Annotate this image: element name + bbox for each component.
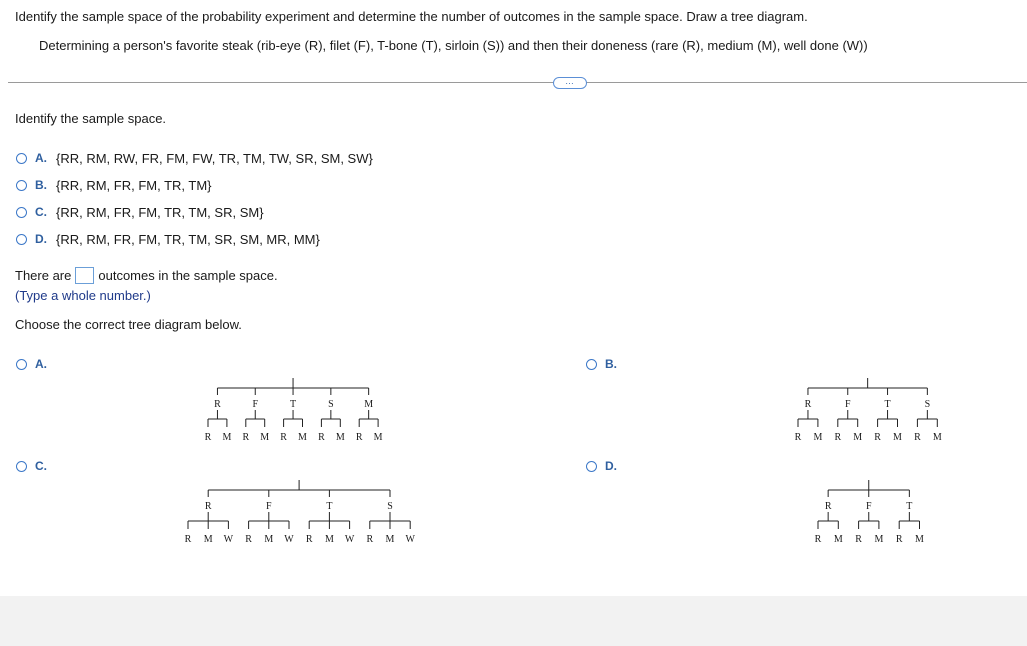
- leaf-label: M: [335, 432, 345, 443]
- sample-space-option-c[interactable]: [16, 204, 264, 220]
- leaf-label: R: [204, 432, 212, 443]
- leaf-label: M: [915, 534, 924, 545]
- first-level-label: T: [906, 501, 913, 512]
- leaf-label: R: [914, 432, 921, 443]
- leaf-label: R: [305, 534, 313, 545]
- more-options-button[interactable]: …: [553, 77, 587, 89]
- radio-icon[interactable]: [586, 359, 597, 370]
- first-level-label: S: [387, 501, 393, 512]
- leaf-label: M: [324, 534, 334, 545]
- leaf-label: M: [260, 432, 270, 443]
- first-level-label: T: [884, 399, 891, 410]
- first-level-label: F: [252, 399, 259, 410]
- tree-option-c[interactable]: [16, 458, 56, 474]
- leaf-label: M: [813, 432, 823, 443]
- first-level-label: R: [204, 501, 212, 512]
- leaf-label: W: [405, 534, 415, 545]
- option-letter: A.: [35, 357, 47, 371]
- leaf-label: R: [280, 432, 287, 443]
- leaf-label: R: [366, 534, 374, 545]
- sample-space-option-d[interactable]: [16, 231, 320, 247]
- tree-prompt: Choose the correct tree diagram below.: [15, 317, 242, 332]
- first-level-label: R: [804, 399, 812, 410]
- leaf-label: M: [853, 432, 863, 443]
- first-level-label: S: [924, 399, 931, 410]
- sample-space-option-b[interactable]: [16, 177, 212, 193]
- leaf-label: M: [298, 432, 307, 443]
- tree-diagram-a: [200, 374, 410, 450]
- first-level-label: T: [289, 399, 297, 410]
- first-level-label: F: [865, 501, 872, 512]
- first-level-label: S: [328, 399, 334, 410]
- first-level-label: T: [326, 501, 333, 512]
- option-letter: C.: [35, 459, 47, 473]
- first-level-label: R: [214, 399, 221, 410]
- option-text: {RR, RM, RW, FR, FM, FW, TR, TM, TW, SR, SM, SW}: [56, 150, 373, 166]
- leaf-label: R: [855, 534, 862, 545]
- tree-option-d[interactable]: [586, 458, 626, 474]
- first-level-label: R: [824, 501, 832, 512]
- leaf-label: R: [874, 432, 881, 443]
- leaf-label: M: [385, 534, 395, 545]
- leaf-label: M: [222, 432, 232, 443]
- leaf-label: M: [264, 534, 274, 545]
- leaf-label: R: [318, 432, 325, 443]
- radio-icon[interactable]: [16, 153, 27, 164]
- first-level-label: M: [364, 399, 374, 410]
- tree-option-b[interactable]: [586, 356, 626, 372]
- option-letter: A.: [35, 151, 47, 165]
- radio-icon[interactable]: [16, 461, 27, 472]
- question-subtitle: Determining a person's favorite steak (rib-eye (R), filet (F), T-bone (T), sirloin (S)) and then their doneness (rare (R), medium (M), well done (W)): [39, 38, 868, 53]
- option-letter: D.: [605, 459, 617, 473]
- outcomes-line: [15, 267, 278, 284]
- radio-icon[interactable]: [16, 359, 27, 370]
- leaf-label: M: [893, 432, 902, 443]
- leaf-label: W: [344, 534, 355, 545]
- outcomes-answer-input[interactable]: [75, 267, 94, 284]
- outcomes-prefix: There are: [15, 268, 72, 283]
- tree-option-a[interactable]: [16, 356, 56, 372]
- leaf-label: M: [833, 534, 843, 545]
- option-text: {RR, RM, FR, FM, TR, TM, SR, SM, MR, MM}: [56, 231, 320, 247]
- leaf-label: R: [355, 432, 363, 443]
- radio-icon[interactable]: [586, 461, 597, 472]
- first-level-label: F: [266, 501, 272, 512]
- radio-icon[interactable]: [16, 234, 27, 245]
- sample-space-option-a[interactable]: [16, 150, 373, 166]
- option-letter: C.: [35, 205, 47, 219]
- footer-bar: [0, 596, 1027, 646]
- tree-diagram-c: [180, 476, 425, 552]
- tree-diagram-b: [790, 374, 955, 450]
- divider: [8, 82, 1027, 83]
- leaf-label: R: [245, 534, 252, 545]
- leaf-label: M: [373, 432, 383, 443]
- radio-icon[interactable]: [16, 180, 27, 191]
- leaf-label: M: [203, 534, 213, 545]
- first-level-label: F: [844, 399, 851, 410]
- leaf-label: M: [874, 534, 884, 545]
- option-letter: B.: [605, 357, 617, 371]
- outcomes-suffix: outcomes in the sample space.: [98, 268, 278, 283]
- option-letter: D.: [35, 232, 47, 246]
- leaf-label: R: [794, 432, 802, 443]
- whole-number-hint: (Type a whole number.): [15, 288, 151, 303]
- option-text: {RR, RM, FR, FM, TR, TM, SR, SM}: [56, 204, 264, 220]
- leaf-label: R: [834, 432, 842, 443]
- tree-diagram-d: [810, 476, 940, 552]
- leaf-label: R: [814, 534, 822, 545]
- radio-icon[interactable]: [16, 207, 27, 218]
- question-title: Identify the sample space of the probability experiment and determine the number of outcomes in the sample space. Draw a tree diagram.: [15, 9, 808, 24]
- leaf-label: R: [242, 432, 250, 443]
- leaf-label: M: [932, 432, 942, 443]
- leaf-label: R: [184, 534, 192, 545]
- option-text: {RR, RM, FR, FM, TR, TM}: [56, 177, 212, 193]
- sample-space-prompt: Identify the sample space.: [15, 111, 167, 126]
- leaf-label: R: [895, 534, 903, 545]
- leaf-label: W: [284, 534, 294, 545]
- leaf-label: W: [223, 534, 234, 545]
- option-letter: B.: [35, 178, 47, 192]
